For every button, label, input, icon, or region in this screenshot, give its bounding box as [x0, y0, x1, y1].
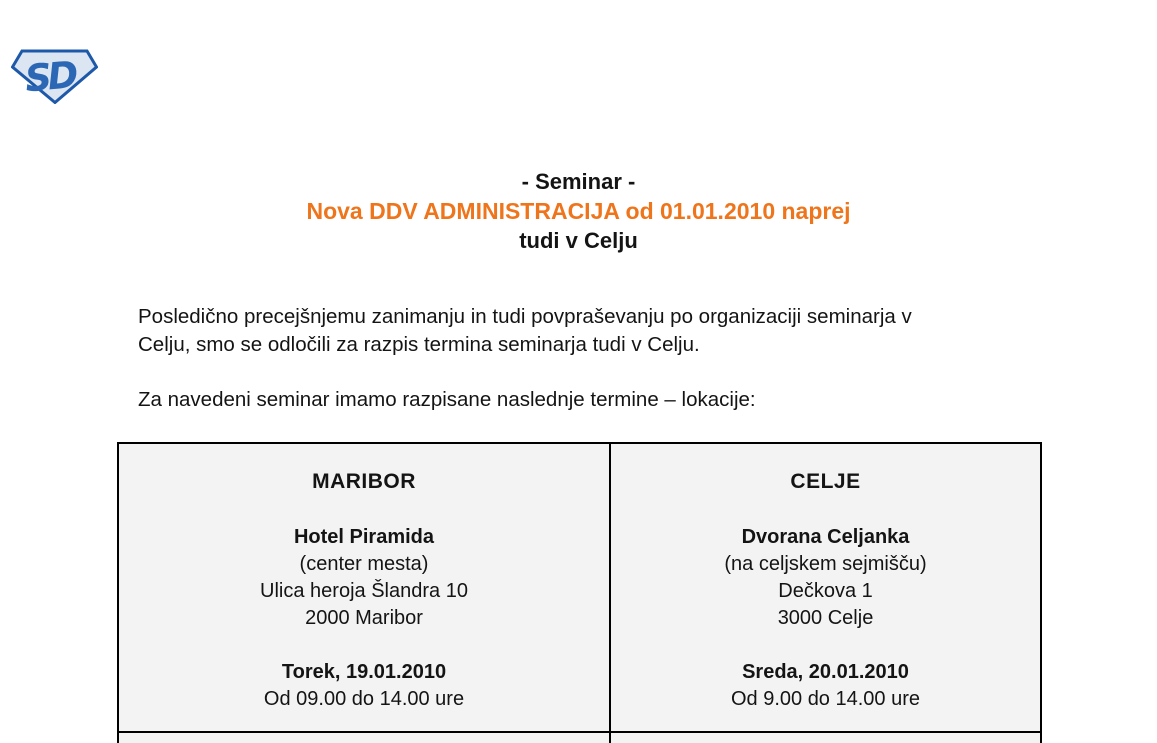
maribor-venue-block — [119, 524, 609, 632]
spacer — [119, 632, 609, 659]
venue-note: (na celjskem sejmišču) — [724, 553, 927, 575]
seminar-time: Od 9.00 do 14.00 ure — [730, 688, 921, 710]
sd-shield-logo-icon — [11, 48, 98, 104]
seminar-date: Torek, 19.01.2010 — [281, 661, 447, 683]
logo-letters: SD — [23, 53, 77, 101]
headline-topic: Nova DDV ADMINISTRACIJA od 01.01.2010 naprej — [306, 198, 851, 224]
venue-postal-city: 3000 Celje — [777, 607, 874, 629]
intro-paragraph-1-line-2: Celju, smo se odločili za razpis termina seminarja tudi v Celju. — [138, 333, 700, 356]
venue-street: Ulica heroja Šlandra 10 — [260, 580, 468, 602]
table-row-clipped — [119, 733, 1040, 743]
celje-venue-block — [611, 524, 1040, 632]
schedule-table — [117, 442, 1042, 743]
celje-cell — [611, 444, 1040, 731]
intro-paragraph-1 — [138, 303, 1033, 359]
headline-location-note: tudi v Celju — [519, 228, 638, 253]
intro-text — [138, 303, 1033, 414]
table-row — [119, 444, 1040, 733]
venue-street: Dečkova 1 — [778, 580, 873, 602]
intro-paragraph-2: Za navedeni seminar imamo razpisane naslednje termine – lokacije: — [138, 388, 756, 411]
city-header-maribor: MARIBOR — [312, 470, 416, 493]
headline — [0, 167, 1157, 255]
seminar-date: Sreda, 20.01.2010 — [742, 661, 909, 683]
clipped-cell-right — [611, 733, 1040, 743]
spacer — [611, 632, 1040, 659]
city-header-celje: CELJE — [790, 470, 861, 493]
clipped-cell-left — [119, 733, 611, 743]
venue-postal-city: 2000 Maribor — [305, 607, 423, 629]
venue-note: (center mesta) — [299, 553, 429, 575]
venue-name: Hotel Piramida — [293, 526, 435, 548]
maribor-cell — [119, 444, 611, 731]
seminar-time: Od 09.00 do 14.00 ure — [263, 688, 465, 710]
venue-name: Dvorana Celjanka — [741, 526, 910, 548]
headline-seminar: - Seminar - — [521, 169, 636, 194]
intro-paragraph-1-line-1: Posledično precejšnjemu zanimanju in tudi povpraševanju po organizaciji seminarja v — [138, 305, 912, 328]
